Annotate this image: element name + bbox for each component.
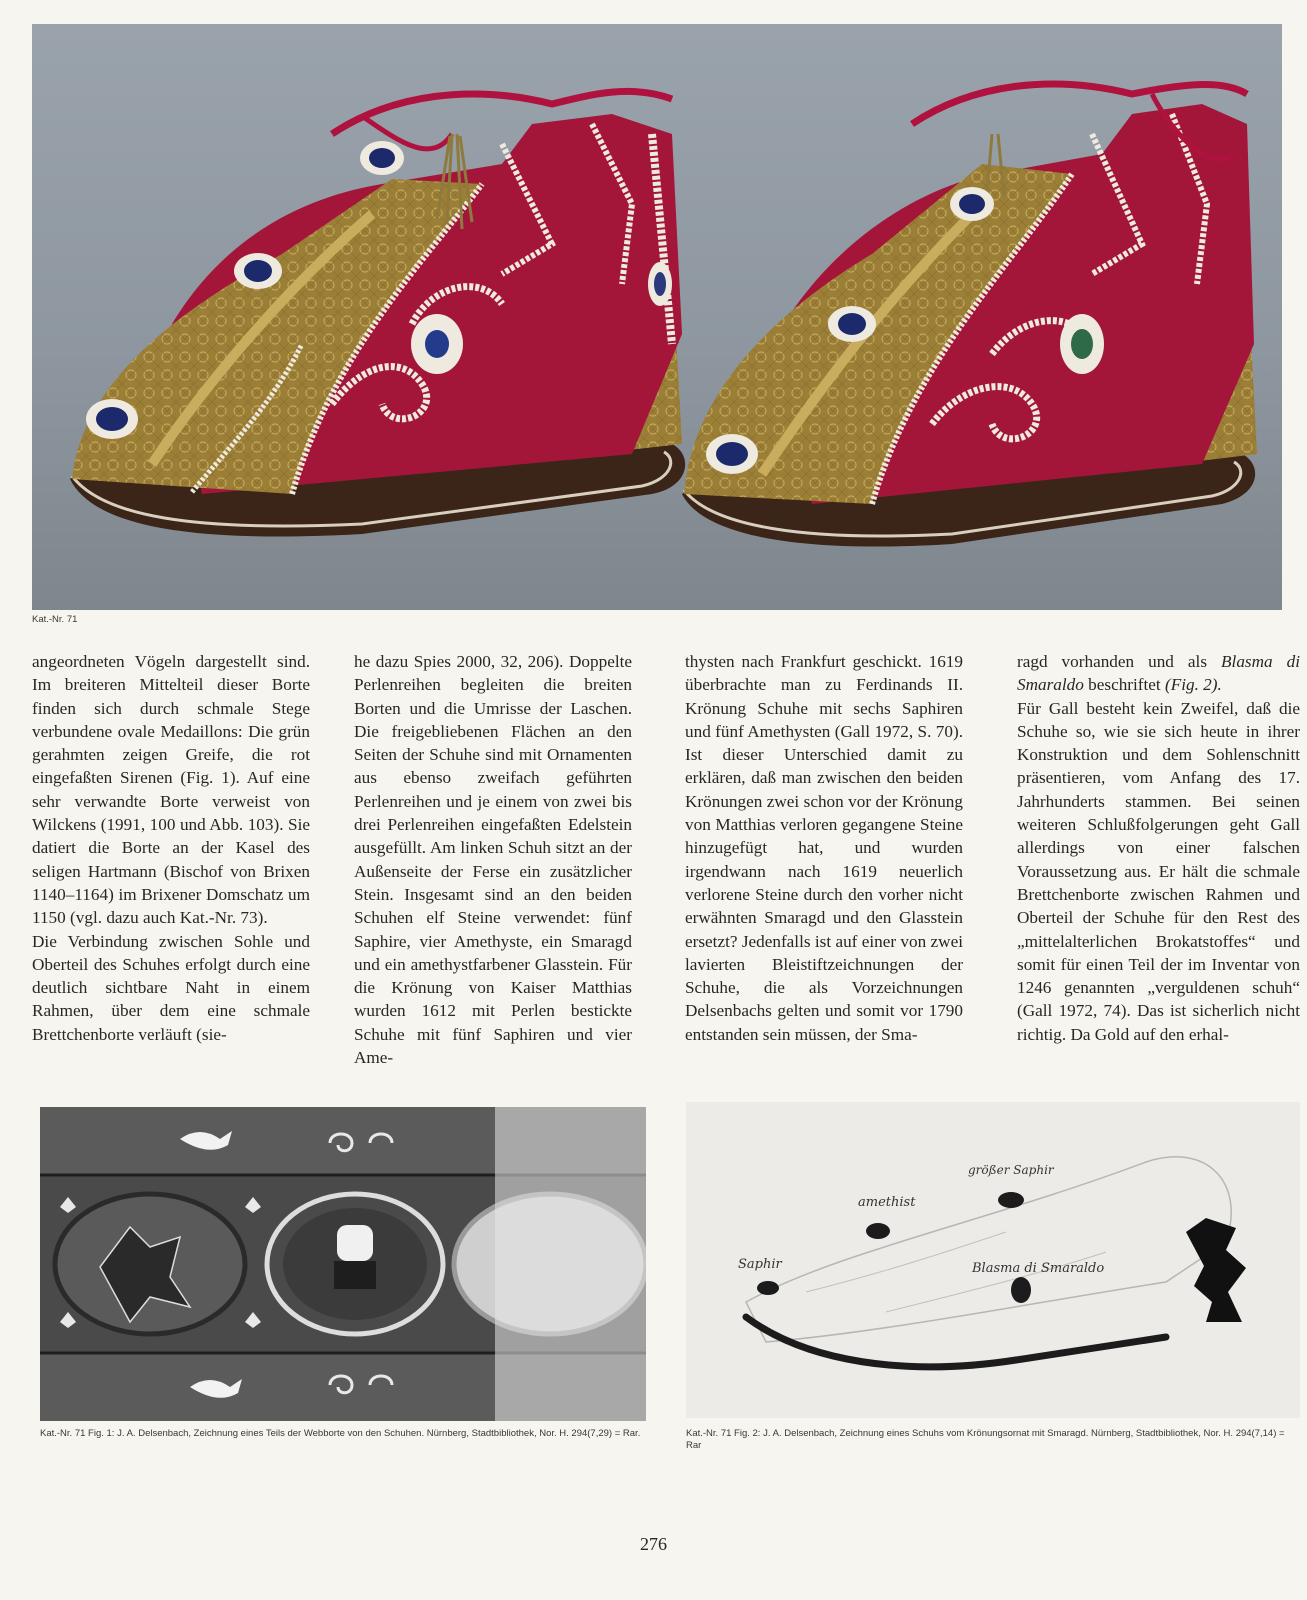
label-amethist: amethist xyxy=(858,1195,916,1210)
figure-2-caption: Kat.-Nr. 71 Fig. 2: J. A. Delsenbach, Zeichnung eines Schuhs vom Krönungsornat mit Smaragd. Nürnberg, Stadtbibliothek, Nor. H. 294(7,14) = Rar xyxy=(686,1428,1285,1451)
label-saphir: Saphir xyxy=(738,1257,782,1272)
shoes-photograph xyxy=(32,24,1282,610)
page-number: 276 xyxy=(640,1534,667,1554)
text-column-3: thysten nach Frankfurt geschickt. 1619 überbrachte man zu Ferdinands II. Krönung Schuhe mit sechs Saphiren und fünf Amethysten (Gall 1972, S. 70). Ist dieser Unterschied damit zu erklären, daß man zwischen den beiden Krönungen zwei schon vor der Krönung von Matthias verloren gegangene Steine hinzugefügt hat, und wurden irgendwann nach 1619 neuerlich verlorene Steine durch den vorher nicht erwähnten Smaragd und den Glasstein ersetzt? Jedenfalls ist auf einer von zwei lavierten Bleistiftzeichnungen der Schuhe, die als Vorzeichnungen Delsenbachs gelten und somit vor 1790 entstanden sein müssen, der Sma- xyxy=(685,652,963,1044)
text-column-4: ragd vorhanden und als Blasma di Smaraldo beschriftet (Fig. 2). Für Gall besteht kein Zweifel, daß die Schuhe so, wie sie sich heute in ihrer Konstruktion und dem Sohlenschnitt präsentieren, vom Anfang des 17. Jahrhunderts stammen. Bei seinen weiteren Schlußfolgerungen geht Gall allerdings von einer falschen Voraussetzung aus. Er hält die schmale Brettchenborte zwischen Rahmen und Oberteil der Schuhe für den Rest des „mittelalterlichen Brokatstoffes“ und somit für einen Teil der im Inventar von 1246 genannten „verguldenen schuh“ (Gall 1972, 74). Das ist sicherlich nicht richtig. Da Gold auf den erhal- xyxy=(1017,652,1300,1044)
left-shoe xyxy=(70,91,685,536)
label-grosser-saphir: größer Saphir xyxy=(968,1163,1054,1177)
label-blasma: Blasma di Smaraldo xyxy=(972,1261,1105,1276)
figure-1-caption: Kat.-Nr. 71 Fig. 1: J. A. Delsenbach, Zeichnung eines Teils der Webborte von den Schuhen. Nürnberg, Stadtbibliothek, Nor. H. 294(7,29) = Rar. xyxy=(40,1428,641,1439)
right-shoe xyxy=(682,84,1257,547)
figure-2-shoe-drawing xyxy=(686,1102,1300,1418)
photo-caption: Kat.-Nr. 71 xyxy=(32,614,78,625)
coronation-shoes-image xyxy=(32,24,1282,610)
figure-1-border-drawing xyxy=(40,1107,646,1421)
text-column-1: angeordneten Vögeln dargestellt sind. Im breiteren Mittelteil dieser Borte finden sich durch schmale Stege verbundene ovale Medaillons: Die grün gerahmten zeigen Greife, die rot eingefaßten Sirenen (Fig. 1). Auf eine sehr verwandte Borte verweist von Wilckens (1991, 100 und Abb. 103). Sie datiert die Borte an der Kasel des seligen Hartmann (Bischof von Brixen 1140–1164) im Brixener Domschatz um 1150 (vgl. dazu auch Kat.-Nr. 73). Die Verbindung zwischen Sohle und Oberteil des Schuhes erfolgt durch eine deutlich sichtbare Naht in einem Rahmen, über dem eine schmale Brettchenborte verläuft (sie- xyxy=(32,652,310,1044)
text-column-2: he dazu Spies 2000, 32, 206). Doppelte Perlenreihen begleiten die breiten Borten und die Umrisse der Laschen. Die freigebliebenen Flächen an den Seiten der Schuhe sind mit Ornamenten aus ebenso zweifach geführten Perlenreihen und je einem von zwei bis drei Perlenreihen eingefaßten Edelstein ausgefüllt. Am linken Schuh sitzt an der Außenseite der Ferse ein zusätzlicher Stein. Insgesamt sind an den beiden Schuhen elf Steine verwendet: fünf Saphire, vier Amethyste, ein Smaragd und ein amethystfarbener Glasstein. Für die Krönung von Kaiser Matthias wurden 1612 mit Perlen bestickte Schuhe mit fünf Saphiren und vier Ame- xyxy=(354,652,632,1068)
